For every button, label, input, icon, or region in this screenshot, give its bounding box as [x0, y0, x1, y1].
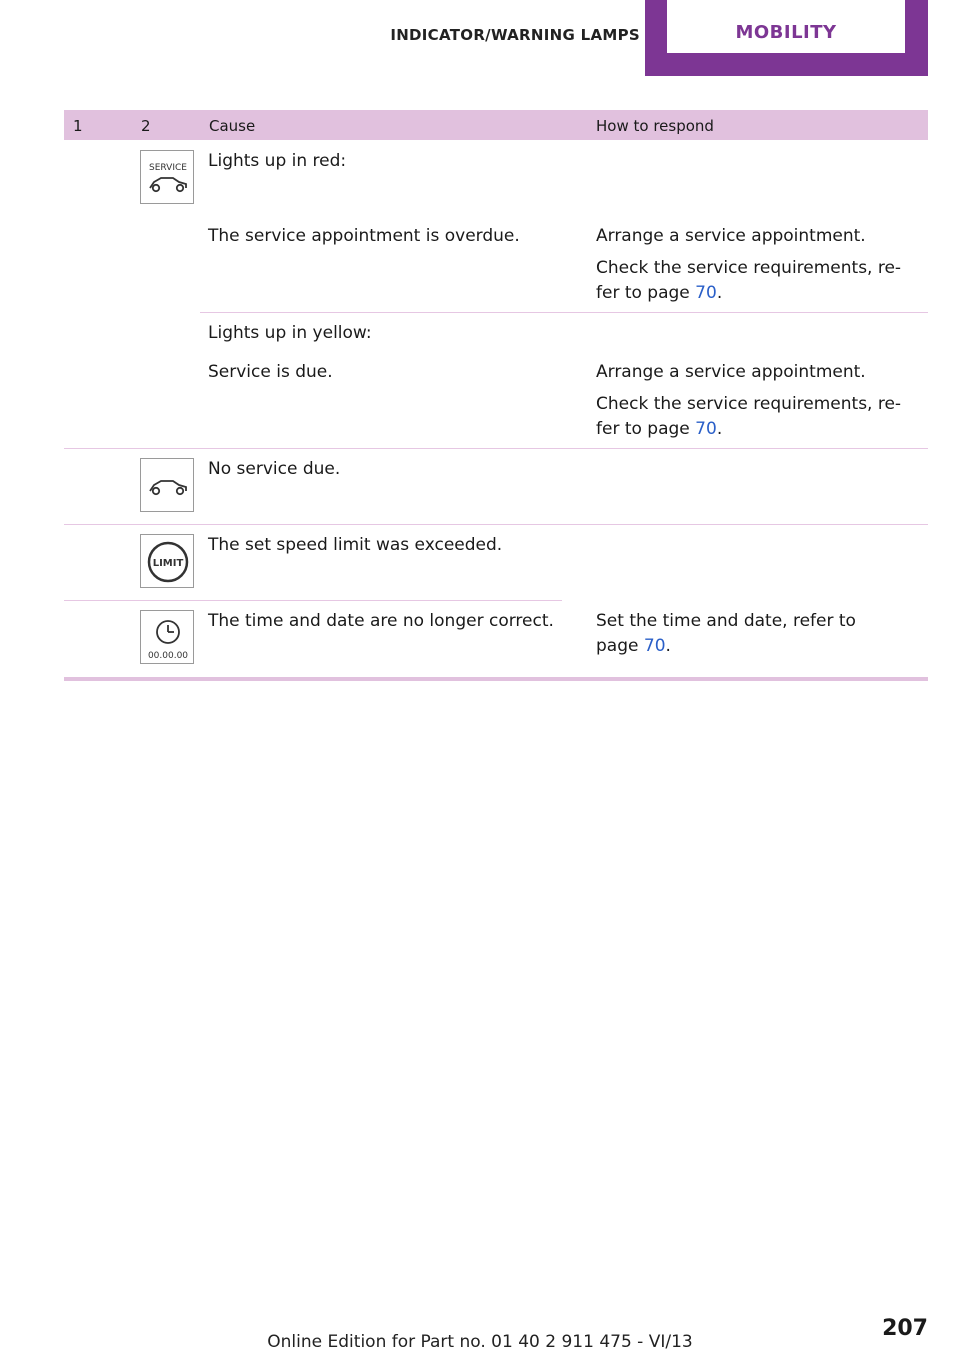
cause-red: Lights up in red:	[208, 151, 347, 171]
response-overdue-3: fer to page 70.	[596, 283, 723, 303]
service-car-icon	[140, 150, 194, 204]
cause-time-date: The time and date are no longer correct.	[208, 611, 554, 631]
limit-icon-text: LIMIT	[152, 558, 184, 569]
section-title: INDICATOR/WARNING LAMPS	[390, 26, 640, 44]
page-link[interactable]: 70	[695, 419, 717, 439]
column-header-2: 2	[141, 117, 151, 135]
cause-service-due: Service is due.	[208, 362, 333, 382]
clock-icon	[140, 610, 194, 664]
column-header-1: 1	[73, 117, 83, 135]
clock-icon-text: 00.00.00	[147, 651, 189, 661]
row-divider	[64, 524, 928, 525]
response-time-1: Set the time and date, refer to	[596, 611, 856, 631]
response-overdue-1: Arrange a service appointment.	[596, 226, 866, 246]
cause-overdue: The service appointment is overdue.	[208, 226, 520, 246]
service-icon-text: SERVICE	[149, 163, 187, 173]
row-divider	[64, 448, 928, 449]
cause-no-service: No service due.	[208, 459, 341, 479]
response-due-3: fer to page 70.	[596, 419, 723, 439]
chapter-tab-label: MOBILITY	[735, 22, 837, 43]
table-bottom-rule	[64, 677, 928, 681]
page-number: 207	[882, 1316, 928, 1341]
column-header-cause: Cause	[209, 117, 256, 135]
response-time-2: page 70.	[596, 636, 671, 656]
response-overdue-2: Check the service requirements, re-	[596, 258, 902, 278]
page-link[interactable]: 70	[695, 283, 717, 303]
car-icon	[140, 458, 194, 512]
response-due-1: Arrange a service appointment.	[596, 362, 866, 382]
response-due-2: Check the service requirements, re-	[596, 394, 902, 414]
table-header	[64, 110, 928, 140]
row-divider	[200, 312, 928, 313]
page-link[interactable]: 70	[643, 636, 666, 656]
cause-speed-limit: The set speed limit was exceeded.	[208, 535, 503, 555]
row-divider	[64, 600, 562, 601]
column-header-response: How to respond	[596, 117, 714, 135]
speed-limit-icon	[140, 534, 194, 588]
chapter-tab[interactable]	[645, 0, 928, 76]
cause-yellow: Lights up in yellow:	[208, 323, 372, 343]
footer-text: Online Edition for Part no. 01 40 2 911 475 - VI/13	[267, 1332, 693, 1352]
